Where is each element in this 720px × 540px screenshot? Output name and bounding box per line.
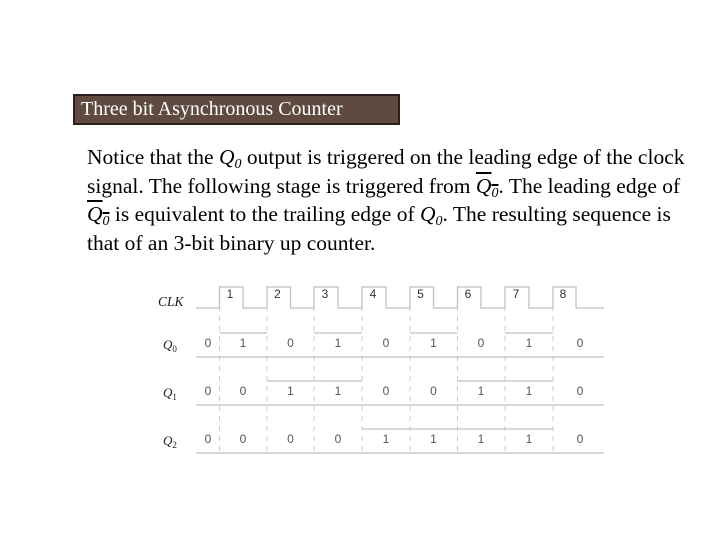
bit-value: 0 — [576, 336, 584, 350]
bit-value: 1 — [477, 384, 485, 398]
clock-tick-label: 1 — [226, 287, 234, 301]
text-part: . The resulting sequence is that of an 3-bit binary up counter. — [87, 202, 671, 256]
text-part: . — [498, 173, 504, 198]
row-q2 — [163, 429, 604, 453]
slide-title: Three bit Asynchronous Counter — [73, 94, 400, 125]
bit-value: 1 — [287, 384, 294, 398]
bit-value: 0 — [576, 384, 584, 398]
bit-value: 1 — [382, 432, 390, 446]
bit-value: 0 — [287, 432, 294, 446]
bit-value: 1 — [525, 432, 533, 446]
q0-symbol: $Q_0$ — [420, 202, 443, 230]
bit-value: 0 — [287, 336, 294, 350]
bit-value: 0 — [204, 336, 212, 350]
output-rows — [163, 333, 604, 453]
clock-signal — [196, 287, 604, 308]
text-part: The leading edge of — [503, 173, 681, 198]
clock-tick-label: 4 — [369, 287, 377, 301]
bit-value: 0 — [204, 432, 212, 446]
clock-label: CLK — [158, 294, 184, 309]
clock-tick-label: 8 — [559, 287, 567, 301]
text-part: output is triggered on the leading edge of the clock signal. The following stage is triggered from — [87, 145, 685, 198]
q0-bar-symbol: $Q_0$ — [475, 173, 499, 201]
bit-value: 0 — [430, 384, 437, 398]
clock-waveform — [196, 287, 604, 308]
bit-value: 0 — [239, 384, 247, 398]
clock-tick-label: 2 — [274, 287, 281, 301]
bit-value: 1 — [334, 336, 342, 350]
bit-value: 0 — [204, 384, 212, 398]
bit-value: 1 — [430, 432, 437, 446]
row-q0 — [163, 333, 604, 357]
clock-tick-label: 7 — [512, 287, 520, 301]
bit-value: 0 — [382, 336, 390, 350]
q0-bar-symbol: $Q_0$ — [87, 202, 110, 230]
bit-value: 0 — [576, 432, 584, 446]
row-label: $Q_0$ — [163, 337, 177, 354]
bit-value: 1 — [477, 432, 485, 446]
edge-markers — [220, 286, 554, 455]
clock-tick-label: 6 — [464, 287, 472, 301]
bit-value: 1 — [239, 336, 247, 350]
row-label: $Q_2$ — [163, 433, 177, 450]
bit-value: 0 — [382, 384, 390, 398]
q0-symbol: $Q_0$ — [218, 145, 242, 172]
clock-tick-label: 5 — [417, 287, 424, 301]
text-part: Notice that the — [87, 145, 219, 169]
row-q1 — [163, 381, 604, 405]
bit-value: 1 — [525, 336, 533, 350]
text-part: is equivalent to the trailing edge of — [109, 202, 421, 227]
bit-value: 0 — [239, 432, 247, 446]
row-label: $Q_1$ — [163, 385, 177, 402]
clock-tick-label: 3 — [321, 287, 329, 301]
bit-value: 1 — [334, 384, 342, 398]
bit-value: 1 — [525, 384, 533, 398]
bit-value: 0 — [334, 432, 342, 446]
bit-value: 0 — [477, 336, 485, 350]
bit-value: 1 — [430, 336, 437, 350]
